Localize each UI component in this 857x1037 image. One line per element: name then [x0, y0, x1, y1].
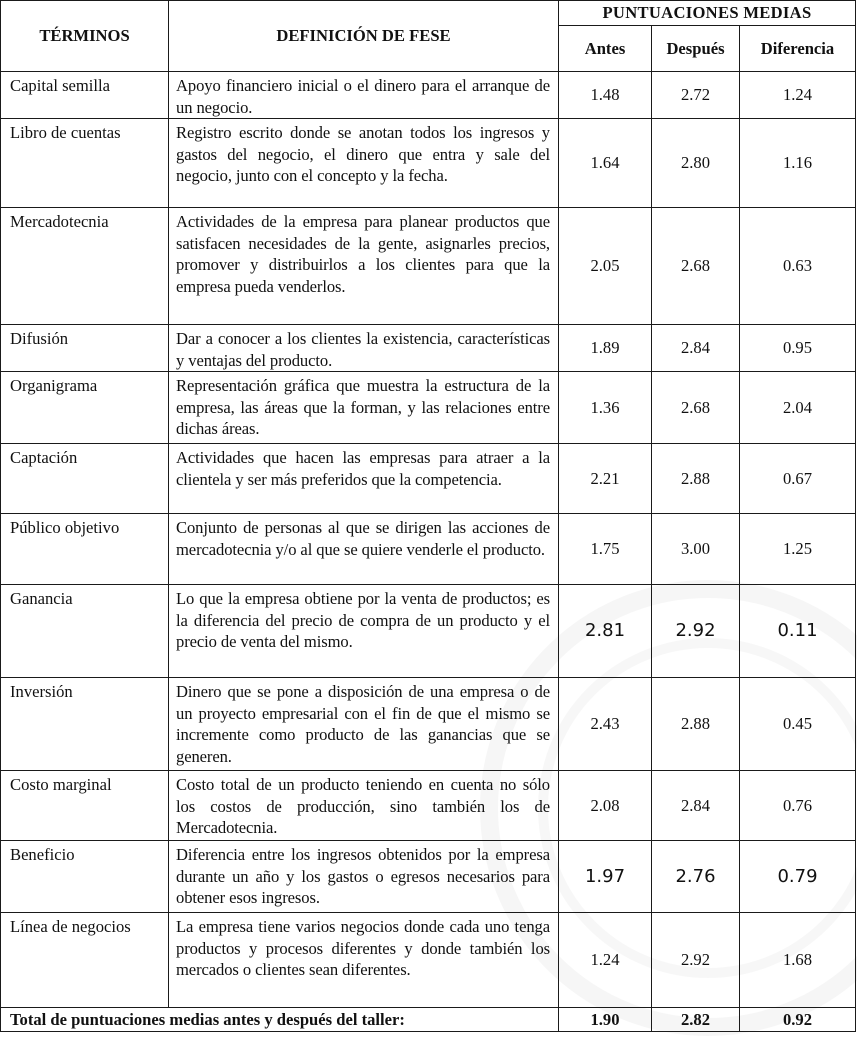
header-definition: DEFINICIÓN DE FESE	[169, 1, 559, 72]
header-after: Después	[652, 26, 740, 72]
definition-cell: Apoyo financiero inicial o el dinero para el arranque de un negocio.	[169, 72, 559, 119]
term-cell: Capital semilla	[1, 72, 169, 119]
definition-cell: Actividades que hacen las empresas para atraer a la clientela y ser más preferidos que la competencia.	[169, 444, 559, 514]
term-cell: Mercadotecnia	[1, 208, 169, 325]
before-cell: 1.36	[559, 372, 652, 444]
term-cell: Inversión	[1, 678, 169, 771]
table-row	[1, 771, 856, 841]
after-cell: 2.92	[652, 913, 740, 1008]
difference-cell: 1.16	[740, 119, 856, 208]
table-row	[1, 514, 856, 585]
after-cell: 2.72	[652, 72, 740, 119]
definition-cell: Registro escrito donde se anotan todos los ingresos y gastos del negocio, el dinero que entra y sale del negocio, junto con el concepto y la fecha.	[169, 119, 559, 208]
definition-cell: Dinero que se pone a disposición de una empresa o de un proyecto empresarial con el fin de que el mismo se incremente como producto de las ganancias que se generen.	[169, 678, 559, 771]
difference-cell: 2.04	[740, 372, 856, 444]
total-before: 1.90	[559, 1008, 652, 1032]
after-cell: 2.68	[652, 372, 740, 444]
table-row	[1, 841, 856, 913]
header-terms: TÉRMINOS	[1, 1, 169, 72]
term-cell: Organigrama	[1, 372, 169, 444]
before-cell: 1.89	[559, 325, 652, 372]
after-cell: 2.84	[652, 325, 740, 372]
table-row	[1, 325, 856, 372]
definition-cell: Costo total de un producto teniendo en cuenta no sólo los costos de producción, sino también los de Mercadotecnia.	[169, 771, 559, 841]
after-cell: 2.76	[652, 841, 740, 913]
before-cell: 1.24	[559, 913, 652, 1008]
table-row	[1, 913, 856, 1008]
difference-cell: 0.95	[740, 325, 856, 372]
term-cell: Costo marginal	[1, 771, 169, 841]
difference-cell: 1.24	[740, 72, 856, 119]
definition-cell: Actividades de la empresa para planear productos que satisfacen necesidades de la gente, asignarles precios, promover y distribuirlos a los clientes para que la empresa pueda venderlos.	[169, 208, 559, 325]
before-cell: 1.97	[559, 841, 652, 913]
after-cell: 3.00	[652, 514, 740, 585]
definition-cell: Diferencia entre los ingresos obtenidos por la empresa durante un año y los gastos o egresos necesarios para obtener esos ingresos.	[169, 841, 559, 913]
after-cell: 2.80	[652, 119, 740, 208]
before-cell: 2.05	[559, 208, 652, 325]
table-row	[1, 585, 856, 678]
table-row	[1, 372, 856, 444]
difference-cell: 0.79	[740, 841, 856, 913]
before-cell: 1.75	[559, 514, 652, 585]
header-difference: Diferencia	[740, 26, 856, 72]
header-mean-scores: PUNTUACIONES MEDIAS	[559, 1, 856, 26]
before-cell: 2.43	[559, 678, 652, 771]
term-cell: Línea de negocios	[1, 913, 169, 1008]
difference-cell: 0.76	[740, 771, 856, 841]
difference-cell: 1.68	[740, 913, 856, 1008]
term-cell: Ganancia	[1, 585, 169, 678]
table-row	[1, 208, 856, 325]
table-row	[1, 678, 856, 771]
after-cell: 2.88	[652, 678, 740, 771]
table-row	[1, 444, 856, 514]
after-cell: 2.92	[652, 585, 740, 678]
header-before: Antes	[559, 26, 652, 72]
after-cell: 2.84	[652, 771, 740, 841]
term-cell: Difusión	[1, 325, 169, 372]
term-cell: Libro de cuentas	[1, 119, 169, 208]
definition-cell: Dar a conocer a los clientes la existencia, características y ventajas del producto.	[169, 325, 559, 372]
term-cell: Captación	[1, 444, 169, 514]
total-label: Total de puntuaciones medias antes y después del taller:	[1, 1008, 559, 1032]
total-after: 2.82	[652, 1008, 740, 1032]
difference-cell: 0.11	[740, 585, 856, 678]
after-cell: 2.68	[652, 208, 740, 325]
total-row	[1, 1008, 856, 1032]
difference-cell: 0.45	[740, 678, 856, 771]
before-cell: 1.64	[559, 119, 652, 208]
difference-cell: 0.67	[740, 444, 856, 514]
term-cell: Público objetivo	[1, 514, 169, 585]
difference-cell: 0.63	[740, 208, 856, 325]
definition-cell: Representación gráfica que muestra la estructura de la empresa, las áreas que la forman, y las relaciones entre dichas áreas.	[169, 372, 559, 444]
table-row	[1, 119, 856, 208]
before-cell: 2.81	[559, 585, 652, 678]
definition-cell: Lo que la empresa obtiene por la venta de productos; es la diferencia del precio de compra de un producto y el precio de venta del mismo.	[169, 585, 559, 678]
before-cell: 2.08	[559, 771, 652, 841]
after-cell: 2.88	[652, 444, 740, 514]
before-cell: 2.21	[559, 444, 652, 514]
definition-cell: Conjunto de personas al que se dirigen las acciones de mercadotecnia y/o al que se quiere venderle el producto.	[169, 514, 559, 585]
difference-cell: 1.25	[740, 514, 856, 585]
total-difference: 0.92	[740, 1008, 856, 1032]
term-cell: Beneficio	[1, 841, 169, 913]
table-row	[1, 72, 856, 119]
before-cell: 1.48	[559, 72, 652, 119]
definition-cell: La empresa tiene varios negocios donde cada uno tenga productos y procesos diferentes y donde también los mercados o clientes sean diferentes.	[169, 913, 559, 1008]
